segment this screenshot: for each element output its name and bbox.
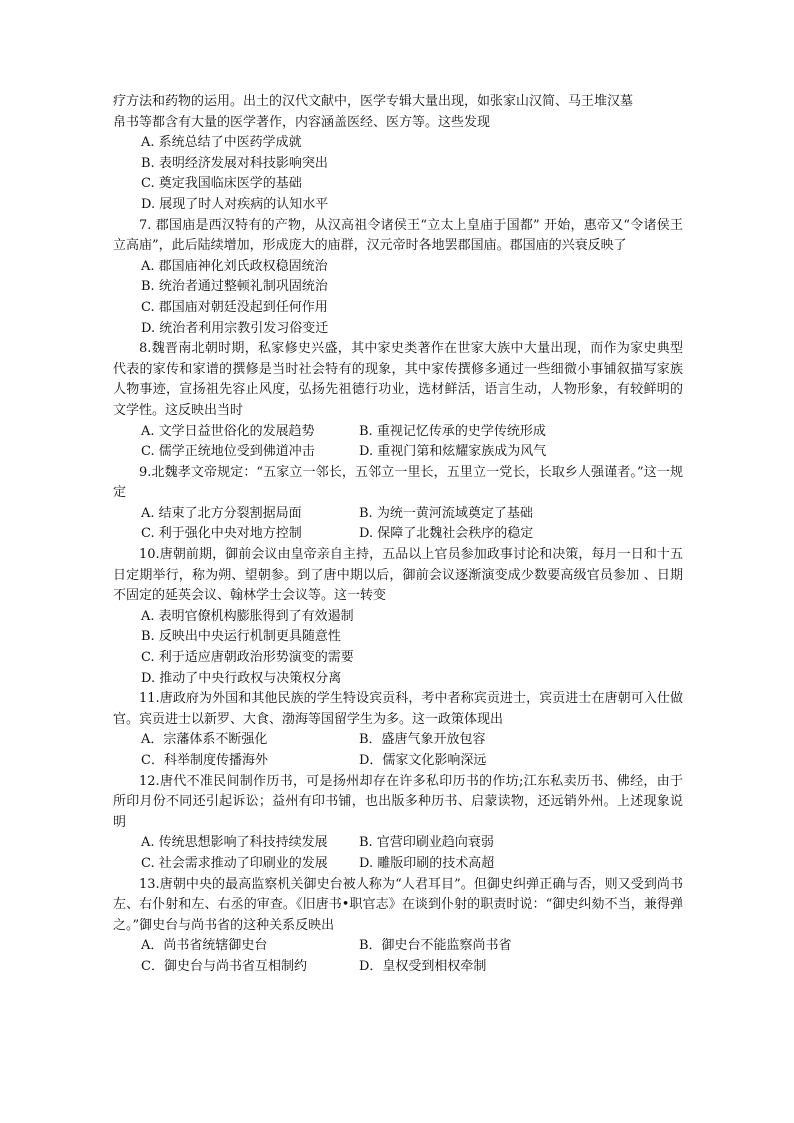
stem-line: 入仕做官。宾贡进士以新罗、大食、渤海等国留学生为多。这一政策体现出 — [113, 691, 683, 727]
option-c: C. 奠定我国临床医学的基础 — [141, 176, 302, 192]
stem-line: 员参加 、日期不固定的延英会议、翰林学士会议等。这一转变 — [113, 567, 683, 604]
question-stem — [113, 463, 683, 504]
option-a: A．尚书省统辖御史台 — [141, 938, 268, 954]
stem-line: 11.唐政府为外国和其他民族的学生特设宾贡科，考中者称宾贡进士，宾贡进士在唐朝可 — [139, 691, 644, 707]
option-d: D. 展现了时人对疾病的认知水平 — [141, 196, 329, 212]
stem-line: 帛书等都含有大量的医学著作，内容涵盖医经、医方等。这些发现 — [113, 114, 491, 130]
stem-line: 史典型代表的家传和家谱的撰修是当时社会特有的现象，其中家传撰修多通过一些细微小事 — [113, 341, 683, 377]
option-row — [113, 442, 683, 463]
option-a: A. 结束了北方分裂割据局面 — [141, 505, 302, 521]
stem-line: 上述现象说明 — [113, 794, 683, 830]
option-c: C．御史台与尚书省互相制约 — [141, 958, 307, 974]
stem-line: 7. 郡国庙是西汉特有的产物，从汉高祖令诸侯王“立太上皇庙于国都” 开始，惠帝又 — [139, 217, 624, 233]
stem-line: 12.唐代不准民间制作历书，可是扬州却存在许多私印历书的作坊;江东私卖历书、佛经， — [139, 773, 657, 789]
option-c: C．科举制度传播海外 — [141, 753, 268, 768]
option-c: C. 利于适应唐朝政治形势演变的需要 — [141, 650, 354, 666]
option-c: C. 儒学正统地位受到佛道冲击 — [141, 444, 315, 460]
option-b: B．御史台不能监察尚书省 — [359, 938, 512, 954]
option-row — [113, 730, 683, 751]
option-d: D. 重视门第和炫耀家族成为风气 — [359, 444, 547, 460]
question-6-continuation — [113, 92, 683, 216]
option-d: D. 保障了北魏社会秩序的稳定 — [359, 526, 534, 542]
option-row — [113, 504, 683, 525]
stem-line: 9.北魏孝文帝规定：“五家立一邻长，五邻立一里长，五里立一党长，长取乡人强谨 — [139, 464, 618, 480]
stem-line: 者。”这一规定 — [113, 464, 683, 501]
option-row — [113, 524, 683, 545]
option-row — [113, 751, 683, 772]
question-8 — [113, 339, 683, 463]
option-row — [113, 833, 683, 854]
question-13 — [113, 875, 683, 978]
question-12 — [113, 772, 683, 875]
option-c: C. 社会需求推动了印刷业的发展 — [141, 855, 328, 871]
stem-line: 8.魏晋南北朝时期，私家修史兴盛，其中家史类著作在世家大族中大量出现，而作为家 — [139, 341, 644, 357]
option-a: A. 系统总结了中医药学成就 — [141, 135, 302, 151]
option-row — [113, 936, 683, 957]
question-stem — [113, 216, 683, 257]
question-stem — [113, 772, 683, 834]
option-d: D. 雕版印刷的技术高超 — [359, 855, 495, 871]
option-row — [113, 854, 683, 875]
stem-line: 疗方法和药物的运用。出土的汉代文献中，医学专辑大量出现，如张家山汉简、马王堆汉墓 — [113, 94, 634, 109]
option-d: D．儒家文化影响深远 — [359, 753, 487, 768]
option-b: B. 反映出中央运行机制更具随意性 — [141, 629, 341, 645]
option-d: D．皇权受到相权牵制 — [359, 958, 487, 974]
option-d: D. 统治者利用宗教引发习俗变迁 — [141, 320, 329, 336]
question-10 — [113, 545, 683, 689]
option-row — [113, 957, 683, 978]
option-b: B. 为统一黄河流域奠定了基础 — [359, 505, 533, 521]
stem-line: 和十五日定期举行，称为朔、望朝参。到了唐中期以后，御前会议逐渐演变成少数要高级官 — [113, 547, 683, 583]
exam-page — [113, 92, 683, 978]
stem-line: 10.唐朝前期，御前会议由皇帝亲自主持，五品以上官员参加政事讨论和决策，每月一日 — [139, 547, 644, 563]
question-7 — [113, 216, 683, 340]
stem-line: “令诸侯王立高庙”，此后陆续增加，形成庞大的庙群，汉元帝时各地罢郡国庙。郡国庙的 — [113, 217, 683, 254]
option-a: A. 郡国庙神化刘氏政权稳固统治 — [141, 258, 328, 274]
question-9 — [113, 463, 683, 545]
stem-line: 兴衰反映了 — [561, 238, 627, 254]
question-stem — [113, 689, 683, 730]
option-c: C. 郡国庙对朝廷没起到任何作用 — [141, 299, 328, 315]
question-stem — [113, 875, 683, 937]
stem-line: 物形象，有较鲜明的文学性。这反映出当时 — [113, 382, 683, 418]
stem-line: 铺叙描写家族人物事迹，宣扬祖先容止风度，弘扬先祖德行功业，选材鲜活，语言生动，人 — [113, 361, 683, 398]
option-a: A．宗藩体系不断强化 — [141, 732, 268, 748]
question-stem — [113, 339, 683, 421]
question-11 — [113, 689, 683, 771]
option-a: A. 传统思想影响了科技持续发展 — [141, 835, 328, 851]
option-b: B. 统治者通过整顿礼制巩固统治 — [141, 279, 328, 295]
option-row — [113, 422, 683, 443]
stem-line: 受到尚书左、右仆射和左、右丞的审查。《旧唐书•职官志》在谈到仆射的职责时说：“御史纠 — [113, 876, 683, 913]
option-b: B. 表明经济发展对科技影响突出 — [141, 155, 328, 171]
option-b: B．盛唐气象开放包容 — [359, 732, 486, 748]
question-stem — [113, 545, 683, 607]
option-b: B. 官营印刷业趋向衰弱 — [359, 835, 494, 851]
option-b: B. 重视记忆传承的史学传统形成 — [359, 423, 546, 439]
stem-line: 由于所印月份不同还引起诉讼；益州有印书铺，也出版多种历书、启蒙读物，还远销外州。 — [113, 773, 683, 810]
option-a: A. 文学日益世俗化的发展趋势 — [141, 423, 315, 439]
stem-line: 劾不当，兼得弹之。”御史台与尚书省的这种关系反映出 — [113, 897, 683, 933]
option-c: C. 利于强化中央对地方控制 — [141, 526, 302, 542]
stem-line: 13.唐朝中央的最高监察机关御史台被人称为“人君耳目”。但御史纠弹正确与否，则又 — [139, 876, 631, 892]
option-d: D. 推动了中央行政权与决策权分离 — [141, 670, 342, 686]
option-a: A. 表明官僚机构膨胀得到了有效遏制 — [141, 608, 354, 624]
